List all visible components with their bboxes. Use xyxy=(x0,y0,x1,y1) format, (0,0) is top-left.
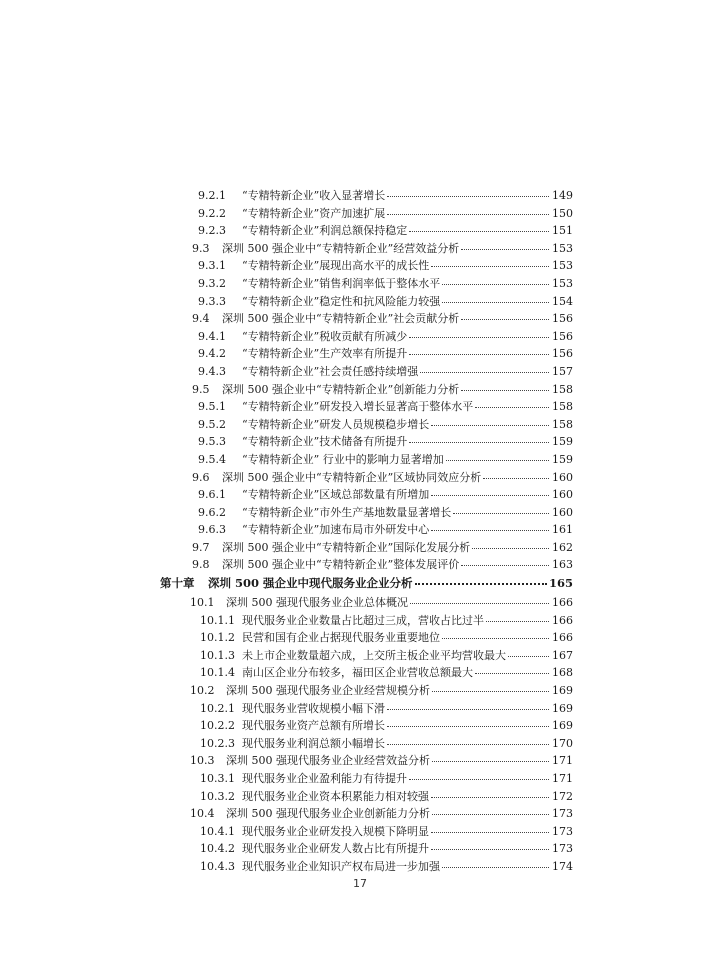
toc-entry-number: 10.1.4 xyxy=(200,666,235,680)
toc-entry-number: 第十章 xyxy=(160,576,195,591)
table-of-contents xyxy=(160,187,573,876)
toc-entry-title: 未上市企业数量超六成，上交所主板企业平均营收最大 xyxy=(242,648,506,662)
toc-entry-title: “专精特新企业”销售利润率低于整体水平 xyxy=(242,276,441,290)
toc-entry-number: 10.3 xyxy=(190,754,215,768)
toc-entry-title: 深圳 500 强企业中现代服务业企业分析 xyxy=(208,576,413,591)
toc-entry-page: 162 xyxy=(552,540,573,554)
toc-entry[interactable] xyxy=(160,858,573,876)
dot-leader xyxy=(431,484,549,496)
toc-entry-title: 现代服务业营收规模小幅下滑 xyxy=(242,701,385,715)
toc-entry-number: 9.4.1 xyxy=(198,329,226,343)
dot-leader xyxy=(461,554,549,566)
toc-entry-page: 168 xyxy=(552,666,573,680)
dot-leader xyxy=(387,203,549,215)
toc-entry-page: 166 xyxy=(552,596,573,610)
dot-leader xyxy=(461,379,549,391)
toc-entry-title: 深圳 500 强企业中“专精特新企业”经营效益分析 xyxy=(222,241,460,255)
dot-leader xyxy=(442,273,549,285)
dot-leader xyxy=(409,431,549,443)
dot-leader xyxy=(409,220,549,232)
toc-entry-title: 现代服务业企业研发投入规模下降明显 xyxy=(242,824,429,838)
toc-entry-page: 171 xyxy=(552,754,573,768)
toc-entry-page: 166 xyxy=(552,613,573,627)
toc-entry-title: 深圳 500 强企业中“专精特新企业”整体发展评价 xyxy=(222,558,460,572)
toc-entry-number: 9.2.2 xyxy=(198,206,226,220)
toc-entry-title: 深圳 500 强企业中“专精特新企业”创新能力分析 xyxy=(222,382,460,396)
toc-entry-page: 158 xyxy=(552,400,573,414)
toc-entry-page: 158 xyxy=(552,382,573,396)
toc-entry-title: “专精特新企业”社会责任感持续增强 xyxy=(242,364,419,378)
toc-entry-number: 9.4.2 xyxy=(198,347,226,361)
toc-entry-page: 153 xyxy=(552,276,573,290)
toc-chapter[interactable] xyxy=(160,574,573,594)
dot-leader xyxy=(410,592,549,604)
toc-entry-number: 10.2.1 xyxy=(200,701,235,715)
dot-leader xyxy=(432,803,549,815)
toc-entry-title: “专精特新企业”税收贡献有所减少 xyxy=(242,329,408,343)
dot-leader xyxy=(475,662,549,674)
toc-entry-number: 9.3.3 xyxy=(198,294,226,308)
dot-leader xyxy=(387,715,549,727)
toc-entry-number: 9.5.1 xyxy=(198,400,226,414)
toc-entry-title: “专精特新企业”研发人员规模稳步增长 xyxy=(242,417,430,431)
dot-leader xyxy=(472,537,549,549)
dot-leader xyxy=(387,698,549,710)
toc-entry-page: 170 xyxy=(552,736,573,750)
toc-entry-number: 10.1.3 xyxy=(200,648,235,662)
dot-leader xyxy=(431,255,549,267)
dot-leader xyxy=(420,361,549,373)
toc-entry-number: 10.1.2 xyxy=(200,631,235,645)
dot-leader xyxy=(483,467,549,479)
dot-leader xyxy=(475,396,549,408)
dot-leader xyxy=(432,750,549,762)
toc-entry-title: “专精特新企业”区域总部数量有所增加 xyxy=(242,488,430,502)
toc-entry-page: 163 xyxy=(552,558,573,572)
toc-entry-title: 深圳 500 强现代服务业企业经营效益分析 xyxy=(226,754,430,768)
toc-entry-page: 173 xyxy=(552,807,573,821)
toc-entry-title: “专精特新企业”利润总额保持稳定 xyxy=(242,224,408,238)
toc-entry-page: 158 xyxy=(552,417,573,431)
dot-leader xyxy=(431,519,549,531)
dot-leader xyxy=(409,343,549,355)
toc-entry-page: 150 xyxy=(552,206,573,220)
toc-entry-page: 156 xyxy=(552,329,573,343)
toc-entry-page: 153 xyxy=(552,259,573,273)
toc-entry-number: 9.5.3 xyxy=(198,435,226,449)
toc-entry-page: 154 xyxy=(552,294,573,308)
toc-entry-page: 160 xyxy=(552,505,573,519)
toc-entry-page: 151 xyxy=(552,224,573,238)
toc-entry-number: 10.4.3 xyxy=(200,859,235,873)
toc-entry-page: 161 xyxy=(552,523,573,537)
toc-entry-page: 172 xyxy=(552,789,573,803)
toc-entry-number: 10.1.1 xyxy=(200,613,235,627)
toc-entry-number: 9.2.1 xyxy=(198,189,226,202)
toc-entry-page: 159 xyxy=(552,452,573,466)
toc-entry-number: 10.3.2 xyxy=(200,789,235,803)
toc-entry-title: 现代服务业资产总额有所增长 xyxy=(242,719,385,733)
dot-leader xyxy=(387,733,549,745)
dot-leader xyxy=(442,291,549,303)
dot-leader xyxy=(461,308,549,320)
toc-entry-title: 深圳 500 强企业中“专精特新企业”国际化发展分析 xyxy=(222,540,471,554)
toc-entry-number: 9.7 xyxy=(192,540,210,554)
toc-entry-number: 9.8 xyxy=(192,558,210,572)
toc-entry-page: 169 xyxy=(552,719,573,733)
toc-entry-title: “专精特新企业”技术储备有所提升 xyxy=(242,435,408,449)
toc-entry-number: 10.4 xyxy=(190,807,215,821)
toc-entry-number: 9.2.3 xyxy=(198,224,226,238)
toc-entry-page: 173 xyxy=(552,824,573,838)
toc-entry-number: 9.3 xyxy=(192,241,210,255)
dot-leader xyxy=(432,680,549,692)
toc-entry-page: 174 xyxy=(552,859,573,873)
toc-entry-title: 现代服务业企业数量占比超过三成，营收占比过半 xyxy=(242,613,484,627)
dot-leader xyxy=(508,645,549,657)
toc-entry-title: “专精特新企业”稳定性和抗风险能力较强 xyxy=(242,294,441,308)
toc-entry-page: 171 xyxy=(552,772,573,785)
toc-entry-number: 10.4.2 xyxy=(200,842,235,856)
toc-entry-number: 9.5.2 xyxy=(198,417,226,431)
dot-leader xyxy=(409,326,549,338)
dot-leader xyxy=(387,185,549,197)
toc-entry-page: 153 xyxy=(552,241,573,255)
toc-entry-number: 9.6.1 xyxy=(198,488,226,502)
toc-entry-page: 165 xyxy=(548,576,573,591)
toc-entry-title: 现代服务业企业资本积累能力相对较强 xyxy=(242,789,429,803)
toc-entry-number: 10.2.3 xyxy=(200,736,235,750)
toc-entry-title: “专精特新企业”加速布局市外研发中心 xyxy=(242,523,430,537)
toc-entry-title: “专精特新企业”市外生产基地数量显著增长 xyxy=(242,505,452,519)
dot-leader xyxy=(442,856,549,868)
toc-entry-number: 9.4 xyxy=(192,312,210,326)
toc-entry-page: 157 xyxy=(552,364,573,378)
toc-entry-title: “专精特新企业”资产加速扩展 xyxy=(242,206,386,220)
toc-entry-title: 现代服务业利润总额小幅增长 xyxy=(242,736,385,750)
toc-entry-page: 159 xyxy=(552,435,573,449)
dot-leader xyxy=(442,627,549,639)
toc-entry-page: 166 xyxy=(552,631,573,645)
toc-entry-title: 现代服务业企业知识产权布局进一步加强 xyxy=(242,859,440,873)
toc-entry-number: 9.5 xyxy=(192,382,210,396)
dot-leader xyxy=(431,414,549,426)
toc-entry-number: 9.5.4 xyxy=(198,452,226,466)
toc-entry-number: 9.3.1 xyxy=(198,259,226,273)
dot-leader xyxy=(486,610,549,622)
toc-entry-number: 9.3.2 xyxy=(198,276,226,290)
toc-entry-title: 深圳 500 强现代服务业企业总体概况 xyxy=(226,596,408,610)
toc-entry-number: 9.6.2 xyxy=(198,505,226,519)
toc-entry-page: 149 xyxy=(552,189,573,202)
toc-entry-title: “专精特新企业”研发投入增长显著高于整体水平 xyxy=(242,400,474,414)
toc-entry-page: 173 xyxy=(552,842,573,856)
toc-entry-title: 深圳 500 强现代服务业企业创新能力分析 xyxy=(226,807,430,821)
dot-leader xyxy=(446,449,549,461)
toc-entry-page: 156 xyxy=(552,347,573,361)
toc-entry-title: “专精特新企业” 行业中的影响力显著增加 xyxy=(242,452,444,466)
toc-entry-title: 南山区企业分布较多，福田区企业营收总额最大 xyxy=(242,666,473,680)
dot-leader xyxy=(453,502,549,514)
dot-leader xyxy=(431,838,549,850)
toc-entry-title: 深圳 500 强企业中“专精特新企业”区域协同效应分析 xyxy=(222,470,482,484)
toc-entry-title: 民营和国有企业占据现代服务业重要地位 xyxy=(242,631,440,645)
toc-entry-number: 10.4.1 xyxy=(200,824,235,838)
toc-entry-page: 160 xyxy=(552,488,573,502)
toc-entry-page: 169 xyxy=(552,684,573,698)
toc-entry-title: 深圳 500 强企业中“专精特新企业”社会贡献分析 xyxy=(222,312,460,326)
toc-entry-title: 现代服务业企业研发人数占比有所提升 xyxy=(242,842,429,856)
toc-entry-number: 9.4.3 xyxy=(198,364,226,378)
toc-entry-number: 10.3.1 xyxy=(200,772,235,785)
toc-entry-number: 10.1 xyxy=(190,596,215,610)
toc-entry-number: 9.6 xyxy=(192,470,210,484)
toc-entry-title: “专精特新企业”收入显著增长 xyxy=(242,189,386,202)
toc-entry-number: 10.2.2 xyxy=(200,719,235,733)
toc-entry-title: 深圳 500 强现代服务业企业经营规模分析 xyxy=(226,684,430,698)
dot-leader xyxy=(415,572,547,585)
toc-entry-page: 156 xyxy=(552,312,573,326)
toc-entry-page: 167 xyxy=(552,648,573,662)
toc-entry-title: “专精特新企业”生产效率有所提升 xyxy=(242,347,408,361)
toc-entry-page: 169 xyxy=(552,701,573,715)
toc-entry-number: 10.2 xyxy=(190,684,215,698)
toc-entry-number: 9.6.3 xyxy=(198,523,226,537)
dot-leader xyxy=(409,768,549,780)
dot-leader xyxy=(431,821,549,833)
toc-entry-page: 160 xyxy=(552,470,573,484)
dot-leader xyxy=(431,786,549,798)
toc-entry-title: “专精特新企业”展现出高水平的成长性 xyxy=(242,259,430,273)
toc-entry-title: 现代服务业企业盈利能力有待提升 xyxy=(242,772,407,785)
page-number: 17 xyxy=(353,877,367,890)
dot-leader xyxy=(461,238,549,250)
